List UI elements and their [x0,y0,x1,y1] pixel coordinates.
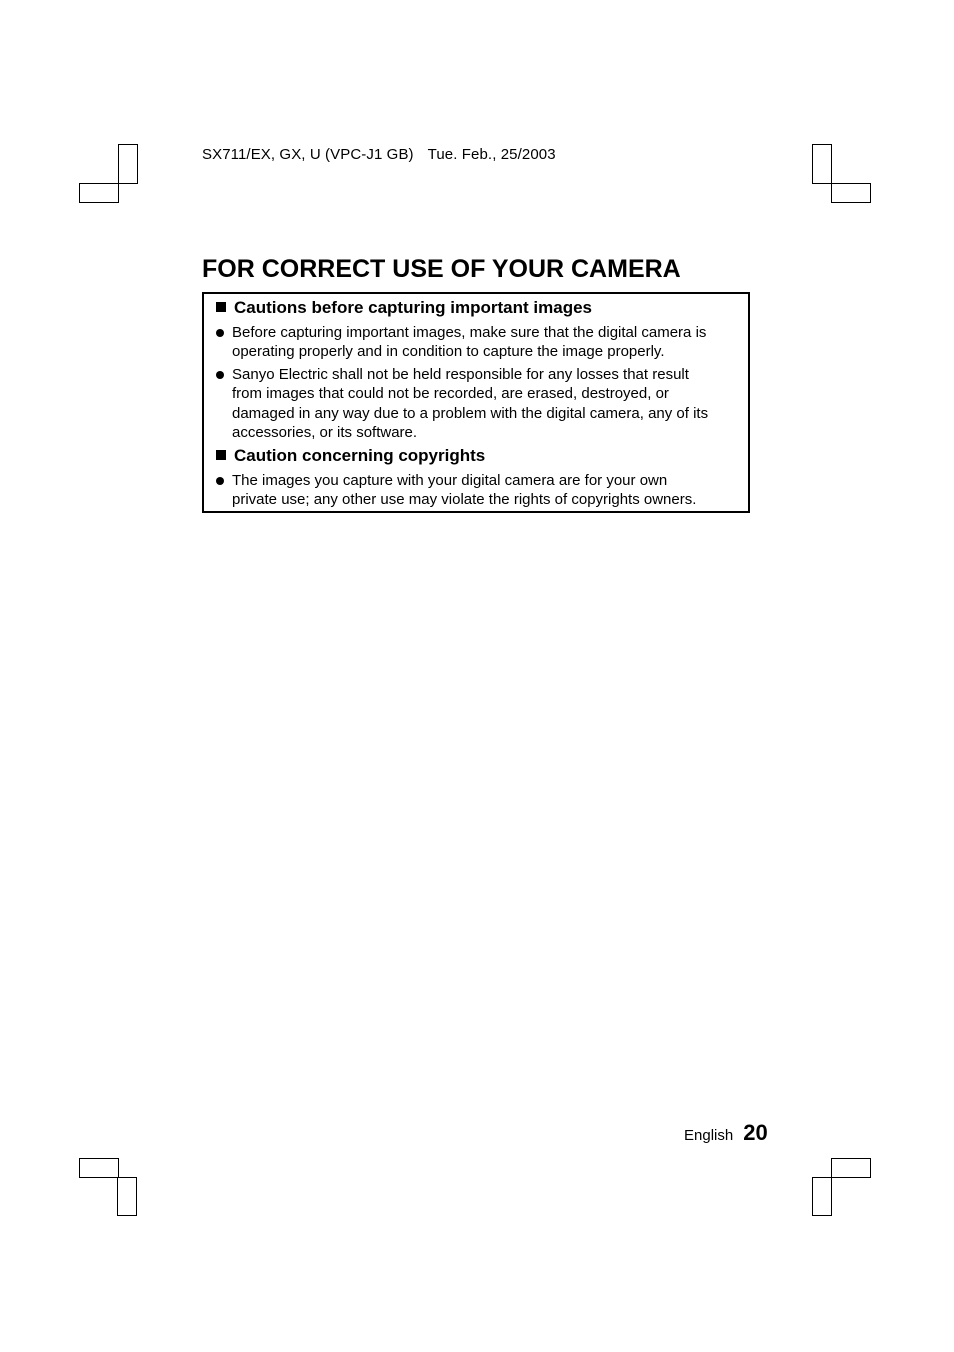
crop-mark-top-right-vertical [812,144,832,184]
list-item: The images you capture with your digital camera are for your own private use; any other use may violate the rights of copyrights owners. [216,471,736,510]
model-code: SX711/EX, GX, U (VPC-J1 GB) [202,146,414,163]
crop-mark-bottom-left-vertical [117,1177,137,1216]
list-item: Sanyo Electric shall not be held responsible for any losses that result from images that could not be recorded, are erased, destroyed, or damaged in any way due to a problem with the digital camera, any of its accessories, or its software. [216,365,736,442]
footer-language: English [684,1127,734,1144]
page-title: FOR CORRECT USE OF YOUR CAMERA [202,255,681,283]
section-heading-important-images: Cautions before capturing important images [216,298,592,318]
bullet-dot-icon [216,371,224,379]
crop-mark-top-left-horizontal [79,183,119,203]
crop-mark-bottom-left-horizontal [79,1158,119,1178]
document-date: Tue. Feb., 25/2003 [427,146,556,163]
list-item: Before capturing important images, make sure that the digital camera is operating properly and in condition to capture the image properly. [216,323,736,362]
crop-mark-bottom-right-horizontal [831,1158,871,1178]
section-heading-copyrights: Caution concerning copyrights [216,446,485,466]
page-footer [684,1120,768,1146]
square-bullet-icon [216,450,226,460]
crop-mark-top-right-horizontal [831,183,871,203]
bullet-dot-icon [216,477,224,485]
bullet-dot-icon [216,329,224,337]
square-bullet-icon [216,302,226,312]
crop-mark-bottom-right-vertical [812,1177,832,1216]
page-number: 20 [743,1120,768,1145]
caution-box [202,292,750,513]
crop-mark-top-left-vertical [118,144,138,184]
document-header [202,146,556,163]
